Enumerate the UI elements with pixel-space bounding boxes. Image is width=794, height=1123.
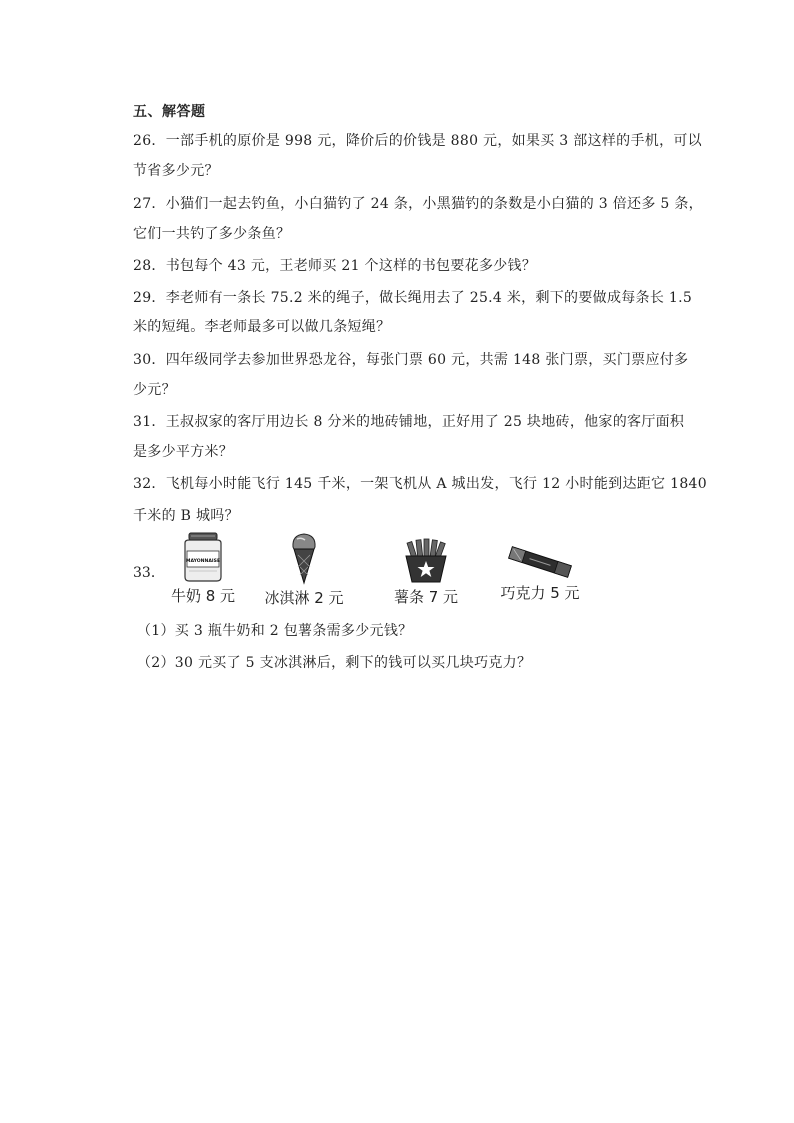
question-29-line-2: 米的短绳。李老师最多可以做几条短绳？ (133, 319, 391, 335)
product-label-milk: 牛奶 8 元 (170, 587, 236, 605)
question-30-line-1: 30．四年级同学去参加世界恐龙谷，每张门票 60 元，共需 148 张门票，买门票应付多 (133, 352, 689, 368)
question-31-line-2: 是多少平方米？ (133, 444, 234, 460)
question-30-line-2: 少元？ (133, 382, 176, 398)
section-title: 五、解答题 (133, 104, 206, 120)
question-26-line-2: 节省多少元？ (133, 163, 219, 179)
question-31-line-1: 31．王叔叔家的客厅用边长 8 分米的地砖铺地，正好用了 25 块地砖，他家的客厅面积 (133, 414, 685, 430)
question-28-line-1: 28．书包每个 43 元，王老师买 21 个这样的书包要花多少钱？ (133, 258, 537, 274)
chocolate-bar-icon (505, 544, 575, 580)
jar-icon (177, 531, 229, 583)
product-ice-cream (258, 531, 350, 608)
product-chocolate (490, 544, 590, 603)
question-27-line-1: 27．小猫们一起去钓鱼，小白猫钓了 24 条，小黑猫钓的条数是小白猫的 3 倍还多 5 条， (133, 196, 703, 212)
product-fries (383, 538, 469, 607)
product-label-ice-cream: 冰淇淋 2 元 (264, 589, 344, 607)
jar-label-text: MAYONNAISE (185, 559, 221, 564)
sub-question-1: （1）买 3 瓶牛奶和 2 包薯条需多少元钱？ (137, 623, 413, 639)
question-27-line-2: 它们一共钓了多少条鱼？ (133, 226, 291, 242)
question-26-line-1: 26．一部手机的原价是 998 元，降价后的价钱是 880 元，如果买 3 部这样的手机，可以 (133, 133, 702, 149)
question-32-line-2: 千米的 B 城吗？ (133, 508, 239, 524)
question-29-line-1: 29．李老师有一条长 75.2 米的绳子，做长绳用去了 25.4 米，剩下的要做成每条长 1.5 (133, 290, 693, 306)
product-label-chocolate: 巧克力 5 元 (500, 584, 580, 602)
fries-icon (402, 538, 450, 584)
sub-question-2: （2）30 元买了 5 支冰淇淋后，剩下的钱可以买几块巧克力？ (137, 655, 532, 671)
product-label-fries: 薯条 7 元 (393, 588, 459, 606)
question-32-line-1: 32．飞机每小时能飞行 145 千米，一架飞机从 A 城出发，飞行 12 小时能到达距它 1840 (133, 476, 707, 492)
question-33-number: 33． (133, 565, 165, 581)
ice-cream-icon (289, 531, 319, 585)
product-milk (158, 531, 248, 606)
